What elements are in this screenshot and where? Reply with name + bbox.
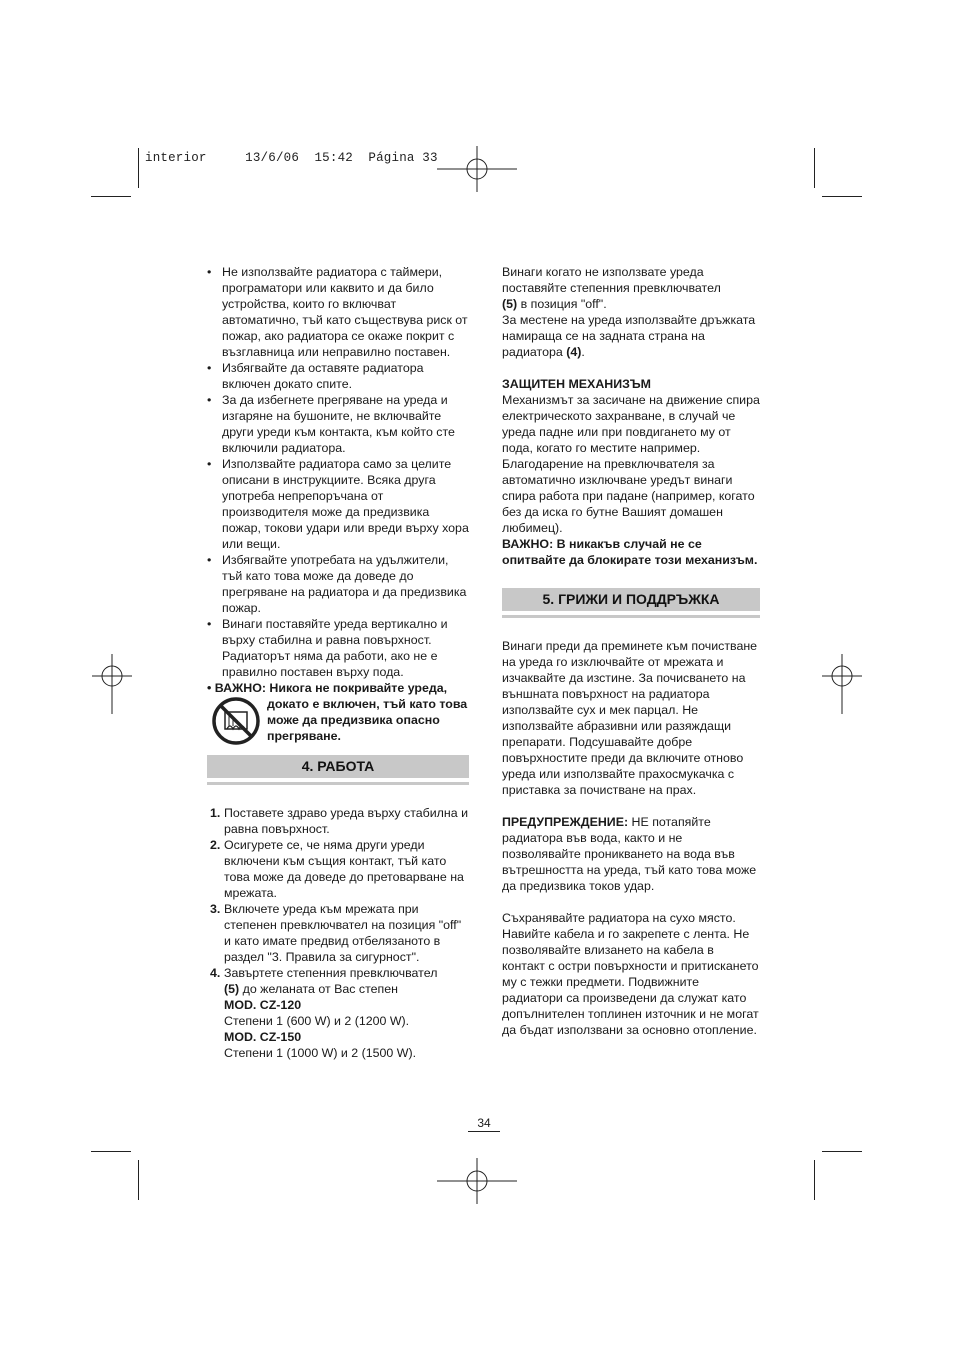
crop-mark xyxy=(814,148,815,188)
print-date: 13/6/06 xyxy=(245,151,300,165)
print-time: 15:42 xyxy=(314,151,353,165)
storage-text: Съхранявайте радиатора на сухо място. Навийте кабела и го закрепете с лента. Не позволявайте влизането на кабела в контакт с остри повърхности и притискането му с тежки предмети. Подвижните радиатори са произведени да служат като допълнителен топлинен източник и не могат да бъдат използвани за основно отопление. xyxy=(502,911,759,1037)
left-column xyxy=(207,264,469,1061)
registration-mark-icon xyxy=(437,146,517,192)
list-item: • Винаги поставяйте уреда вертикално и върху стабилна и равна повърхност. Радиаторът няма да работи, ако не е правилно поставен върху пода. xyxy=(207,616,469,680)
list-item: • Не използвайте радиатора с таймери, програматори или каквито и да било устройства, които го включват автоматично, тъй като съществува риск от пожар, ако радиатора се окаже покрит с възглавница или неправилно поставен. xyxy=(207,264,469,360)
list-item xyxy=(207,901,469,965)
paragraph-text: Винаги когато не използвате уреда поставяйте степенния превключвател xyxy=(502,265,721,295)
model-label: MOD. CZ-120 xyxy=(224,998,302,1012)
switch-reference: (5) xyxy=(224,982,240,996)
model-label: MOD. CZ-150 xyxy=(224,1030,302,1044)
protection-title: ЗАЩИТЕН МЕХАНИЗЪМ xyxy=(502,377,651,391)
list-item xyxy=(207,965,469,1061)
step-text: Включете уреда към мрежата при степенен превключвател на позиция "off" и като имате предвид отбелязаното в раздел "3. Правила за сигурност". xyxy=(224,902,462,964)
model-power-levels: Степени 1 (600 W) и 2 (1200 W). xyxy=(224,1014,410,1028)
safety-bullet-list xyxy=(207,264,469,680)
do-not-cover-icon xyxy=(211,696,261,746)
caution-text: НЕ потапяйте радиатора във вода, както и не позволявайте проникването на вода във вътрешността на уреда, тъй като това може да предизвика токов удар. xyxy=(502,815,757,893)
list-item xyxy=(207,805,469,837)
warning-rest: докато е включен, тъй като това може да предизвика опасно прегряване. xyxy=(267,697,468,743)
care-text: Винаги преди да преминете към почистване на уреда го изключвайте от мрежата и изчаквайте да изстине. За почисването на външната повърхност на радиатора използвайте сух и мек парцал. Не използвайте абразивни или разяждащи препарати. Подсушавайте добре повърхностите преди да включите отново уреда или използвайте прахосмукачка с приставка за почистване на прах. xyxy=(502,639,758,797)
page-number: 34 xyxy=(468,1116,500,1132)
registration-mark-icon xyxy=(822,654,862,714)
step-text: Осигурете се, че няма други уреди включени към същия контакт, тъй като това може да доведе до претоварване на мрежата. xyxy=(224,838,464,900)
right-column xyxy=(502,264,760,1038)
caution-paragraph xyxy=(502,814,760,894)
step-number: 1. xyxy=(210,806,221,820)
crop-mark xyxy=(822,196,862,197)
section-title-care: 5. ГРИЖИ И ПОДДРЪЖКА xyxy=(502,588,760,611)
protection-text: Механизмът за засичане на движение спира електрическото захранване, в случай че уреда падне или при повдигането му от пода, когато го местите например. Благодарение на превключвателя за автоматично изключване уредът винаги спира работа при падане (например, когато без да иска го бутне Вашият домашен любимец). xyxy=(502,393,760,535)
caution-label: ПРЕДУПРЕЖДЕНИЕ: xyxy=(502,815,629,829)
paragraph-moving xyxy=(502,312,760,360)
crop-mark xyxy=(822,1151,862,1152)
step-number: 3. xyxy=(210,902,221,916)
model-power-levels: Степени 1 (1000 W) и 2 (1500 W). xyxy=(224,1046,417,1060)
crop-mark xyxy=(91,196,131,197)
paragraph-text: За местене на уреда използвайте дръжката намираща се на задната страна на радиатора xyxy=(502,313,756,359)
handle-reference: (4) xyxy=(566,345,582,359)
step-number: 4. xyxy=(210,966,221,980)
print-header xyxy=(145,151,438,165)
list-item: • Избягвайте да оставяте радиатора включен докато спите. xyxy=(207,360,469,392)
section-title-operation: 4. РАБОТА xyxy=(207,755,469,778)
list-item: • За да избегнете прегряване на уреда и изгаряне на бушоните, не включвайте други уреди към контакта, към който сте включили радиатора. xyxy=(207,392,469,456)
switch-reference: (5) xyxy=(502,297,518,311)
step-text: до желаната от Вас степен xyxy=(239,982,398,996)
step-text: Завъртете степенния превключвател xyxy=(224,966,438,980)
do-not-cover-warning xyxy=(207,680,469,744)
operation-steps xyxy=(207,805,469,1061)
crop-mark xyxy=(814,1160,815,1200)
print-file: interior xyxy=(145,151,207,165)
paragraph-text: в позиция "off". xyxy=(517,297,607,311)
warning-lead: • ВАЖНО: Никога не покривайте уреда, xyxy=(207,681,448,695)
registration-mark-icon xyxy=(437,1158,517,1204)
registration-mark-icon xyxy=(92,654,132,714)
print-page-label: Página 33 xyxy=(368,151,438,165)
list-item: • Избягвайте употребата на удължители, тъй като това може да доведе до прегряване на радиатора и да предизвика пожар. xyxy=(207,552,469,616)
crop-mark xyxy=(138,1160,139,1200)
crop-mark xyxy=(91,1151,131,1152)
step-number: 2. xyxy=(210,838,221,852)
protection-warning: ВАЖНО: В никакъв случай не се опитвайте да блокирате този механизъм. xyxy=(502,537,758,567)
paragraph-text: . xyxy=(581,345,585,359)
step-text: Поставете здраво уреда върху стабилна и равна повърхност. xyxy=(224,806,469,836)
list-item xyxy=(207,837,469,901)
crop-mark xyxy=(138,148,139,188)
list-item: • Използвайте радиатора само за целите описани в инструкциите. Всяка друга употреба непрепоръчана от производителя може да предизвика пожар, токови удари или вреди върху хора или вещи. xyxy=(207,456,469,552)
paragraph-switch-off xyxy=(502,264,760,312)
